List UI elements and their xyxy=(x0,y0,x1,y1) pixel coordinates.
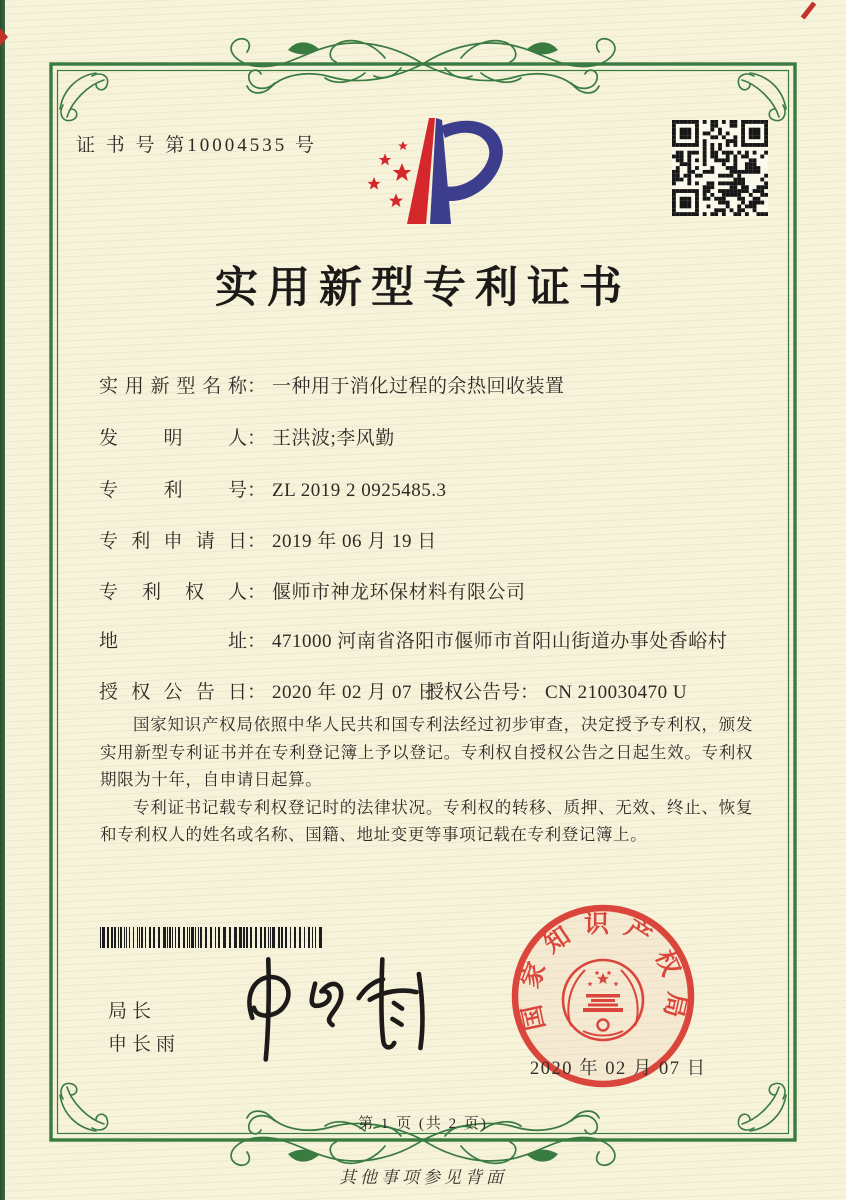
field-row-name xyxy=(99,371,565,398)
commissioner-signature xyxy=(222,945,446,1071)
field-value: 471000 河南省洛阳市偃师市首阳山街道办事处香峪村 xyxy=(272,631,728,652)
field-value: 王洪波;李风勤 xyxy=(272,428,395,449)
field-label: 发明人 xyxy=(99,428,247,449)
field-value: 一种用于消化过程的余热回收装置 xyxy=(272,376,565,397)
field-label: 授权公告日 xyxy=(99,682,247,703)
cnipa-logo-icon xyxy=(345,106,520,236)
field-colon: ： xyxy=(247,582,267,603)
legal-paragraph-1: 国家知识产权局依照中华人民共和国专利法经过初步审查，决定授予专利权，颁发实用新型专利证书并在专利登记簿上予以登记。专利权自授权公告之日起生效。专利权期限为十年，自申请日起算。 xyxy=(100,715,753,789)
field-row-grant-number xyxy=(425,677,687,704)
field-label: 实用新型名称 xyxy=(99,376,247,397)
field-value: CN 210030470 U xyxy=(545,682,688,703)
logo-stars xyxy=(367,141,411,207)
field-row-grant-date xyxy=(99,677,437,704)
commissioner-name: 申长雨 xyxy=(108,1034,181,1055)
scan-edge-strip xyxy=(0,0,5,1200)
commissioner-title: 局长 xyxy=(108,1001,157,1022)
field-row-filing-date xyxy=(99,526,437,553)
field-label: 地址 xyxy=(99,631,247,652)
field-row-patentee xyxy=(99,577,526,604)
field-colon: ： xyxy=(247,682,267,703)
field-label: 专利权人 xyxy=(99,582,247,603)
back-note: 其他事项参见背面 xyxy=(339,1168,507,1187)
field-colon: ： xyxy=(247,631,267,652)
certificate-title: 实用新型专利证书 xyxy=(215,265,631,312)
scan-mark-left xyxy=(0,28,8,46)
seal-date: 2020 年 02 月 07 日 xyxy=(530,1059,707,1079)
field-label: 专利号 xyxy=(99,480,247,501)
certificate-number: 证 书 号 第10004535 号 xyxy=(76,135,318,156)
field-colon: ： xyxy=(520,682,540,703)
field-value: ZL 2019 2 0925485.3 xyxy=(272,480,447,501)
field-colon: ： xyxy=(247,531,267,552)
seal-text: 国家知识产权局 xyxy=(515,910,691,1033)
field-label: 授权公告号 xyxy=(425,682,521,703)
field-row-patent-no xyxy=(99,475,447,502)
barcode xyxy=(100,927,324,948)
field-row-inventor xyxy=(99,423,395,450)
field-value: 偃师市神龙环保材料有限公司 xyxy=(272,582,526,603)
legal-text xyxy=(100,711,753,849)
legal-paragraph-2: 专利证书记载专利权登记时的法律状况。专利权的转移、质押、无效、终止、恢复和专利权人的姓名或名称、国籍、地址变更等事项记载在专利登记簿上。 xyxy=(100,797,753,844)
page-indicator: 第 1 页 (共 2 页) xyxy=(358,1116,488,1132)
field-value: 2019 年 06 月 19 日 xyxy=(272,531,437,552)
field-colon: ： xyxy=(247,428,267,449)
field-label: 专利申请日 xyxy=(99,531,247,552)
field-colon: ： xyxy=(247,376,267,397)
field-row-address xyxy=(99,626,727,653)
field-colon: ： xyxy=(247,480,267,501)
qr-code xyxy=(672,120,768,216)
field-value: 2020 年 02 月 07 日 xyxy=(272,682,437,703)
